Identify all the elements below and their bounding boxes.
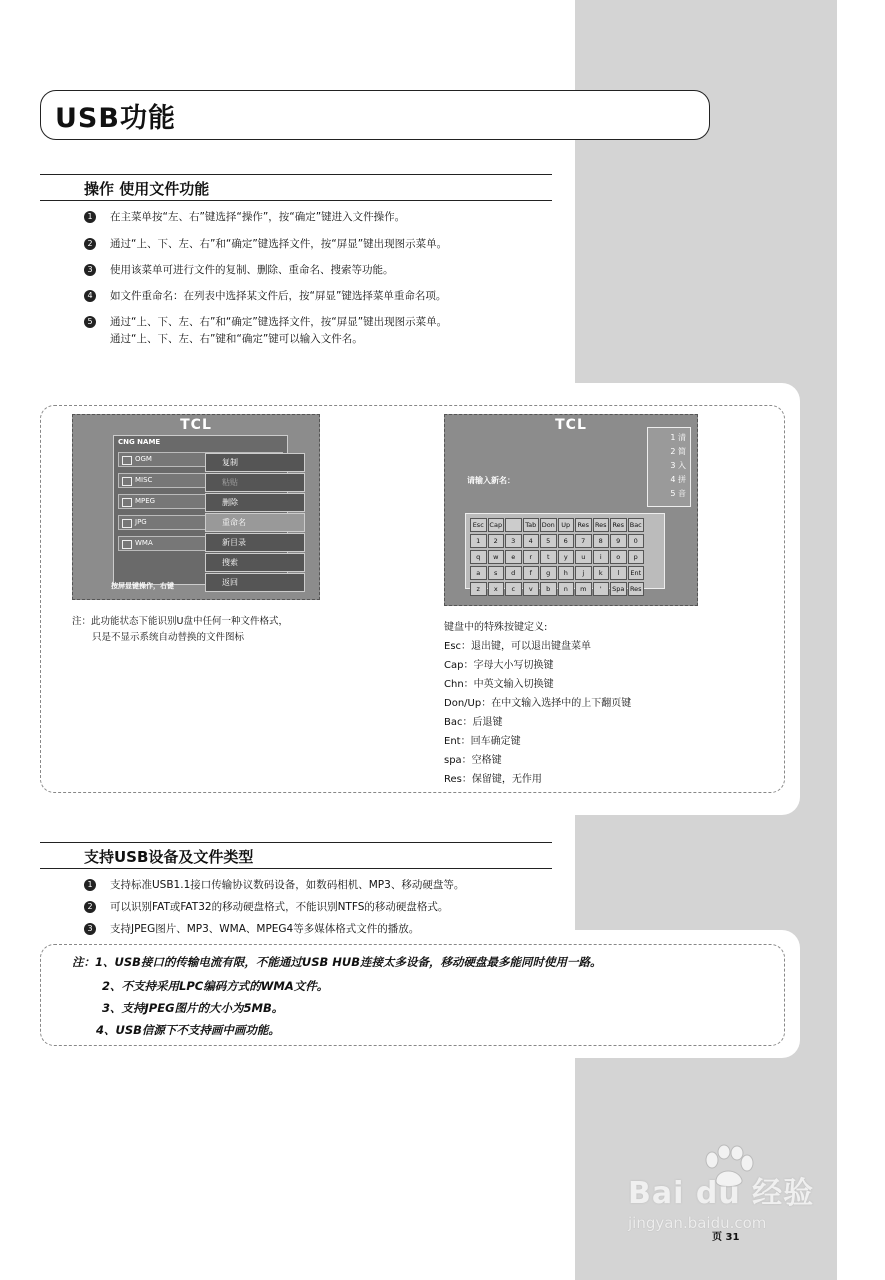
keyboard-key[interactable]: x <box>488 582 505 596</box>
rename-prompt: 请输入新名： <box>467 476 515 485</box>
step-number: 4 <box>84 290 96 302</box>
ime-candidate[interactable]: 5 音 <box>670 489 686 498</box>
keyboard-key[interactable]: r <box>523 550 540 564</box>
step-number: 5 <box>84 316 96 328</box>
keyboard-key[interactable]: f <box>523 566 540 580</box>
keydef-line: Chn：中英文输入切换键 <box>444 679 554 690</box>
keyboard-key[interactable]: q <box>470 550 487 564</box>
keydef-line: Res：保留键，无作用 <box>444 774 542 785</box>
usb-note-line: 4、USB信源下不支持画中画功能。 <box>96 1023 280 1037</box>
keyboard-key[interactable]: y <box>558 550 575 564</box>
step-item <box>84 922 419 936</box>
menu-item-return[interactable]: 返回 <box>205 573 305 592</box>
step-number: 1 <box>84 879 96 891</box>
page-title-box <box>40 90 710 140</box>
step-number: 3 <box>84 264 96 276</box>
step-text: 通过“上、下、左、右”和“确定”键选择文件，按“屏显”键出现图示菜单。 <box>110 316 448 328</box>
section-support-heading <box>40 842 552 869</box>
step-number: 2 <box>84 238 96 250</box>
keyboard-key[interactable]: 0 <box>628 534 645 548</box>
keyboard-row <box>470 518 660 532</box>
keyboard-key[interactable]: i <box>593 550 610 564</box>
onscreen-keyboard <box>465 513 665 593</box>
keyboard-key[interactable]: t <box>540 550 557 564</box>
menu-item-new-folder[interactable]: 新目录 <box>205 533 305 552</box>
step-item <box>84 878 464 892</box>
keyboard-key[interactable]: o <box>610 550 627 564</box>
step-item <box>84 263 394 277</box>
page-title: USB功能 <box>55 102 176 134</box>
keyboard-key[interactable]: h <box>558 566 575 580</box>
file-row[interactable]: WMA <box>118 536 283 551</box>
keyboard-key[interactable]: u <box>575 550 592 564</box>
menu-item-delete[interactable]: 删除 <box>205 493 305 512</box>
keyboard-key[interactable]: z <box>470 582 487 596</box>
keyboard-key[interactable]: 4 <box>523 534 540 548</box>
keyboard-key[interactable]: Res <box>628 582 645 596</box>
keydef-line: Cap：字母大小写切换键 <box>444 660 554 671</box>
format-note-line: 注：此功能状态下能识别U盘中任何一种文件格式， <box>72 616 288 627</box>
step-item <box>84 315 447 329</box>
ime-candidate[interactable]: 4 拼 <box>670 475 686 484</box>
menu-item-paste[interactable]: 粘贴 <box>205 473 305 492</box>
step-text: 支持JPEG图片、MP3、WMA、MPEG4等多媒体格式文件的播放。 <box>110 923 420 935</box>
file-row[interactable]: MPEG <box>118 494 283 509</box>
keyboard-key[interactable]: c <box>505 582 522 596</box>
usb-note-line: 3、支持JPEG图片的大小为5MB。 <box>102 1001 284 1015</box>
step-item <box>84 210 405 224</box>
keyboard-key[interactable]: 3 <box>505 534 522 548</box>
keydef-line: Bac：后退键 <box>444 717 503 728</box>
keydef-line: Ent：回车确定键 <box>444 736 521 747</box>
watermark-brand: Bai du 经验 <box>628 1176 815 1211</box>
page-number: 页 31 <box>712 1232 740 1243</box>
step-number: 2 <box>84 901 96 913</box>
keyboard-key[interactable]: k <box>593 566 610 580</box>
keyboard-key[interactable]: 9 <box>610 534 627 548</box>
keyboard-key[interactable]: 2 <box>488 534 505 548</box>
keyboard-row <box>470 582 660 596</box>
step-text: 在主菜单按“左、右”键选择“操作”，按“确定”键进入文件操作。 <box>110 211 406 223</box>
step-text: 可以识别FAT或FAT32的移动硬盘格式，不能识别NTFS的移动硬盘格式。 <box>110 901 449 913</box>
tcl-logo: TCL <box>555 417 587 433</box>
menu-item-copy[interactable]: 复制 <box>205 453 305 472</box>
watermark-url: jingyan.baidu.com <box>628 1214 767 1232</box>
keyboard-key[interactable]: l <box>610 566 627 580</box>
keydef-line: Don/Up：在中文输入选择中的上下翻页键 <box>444 698 632 709</box>
keyboard-key[interactable]: d <box>505 566 522 580</box>
keyboard-key[interactable]: j <box>575 566 592 580</box>
keyboard-key[interactable]: ' <box>593 582 610 596</box>
keyboard-key[interactable]: Ent <box>628 566 645 580</box>
keyboard-key[interactable]: 6 <box>558 534 575 548</box>
keyboard-key[interactable]: Spa <box>610 582 627 596</box>
keyboard-key[interactable]: p <box>628 550 645 564</box>
keyboard-key[interactable]: Res <box>610 518 627 532</box>
ime-candidate[interactable]: 3 入 <box>670 461 686 470</box>
section-operation-title: 操作 使用文件功能 <box>84 180 210 198</box>
keyboard-key[interactable] <box>505 518 522 532</box>
keyboard-key[interactable]: Bac <box>628 518 645 532</box>
keyboard-key[interactable]: Esc <box>470 518 487 532</box>
step-text: 支持标准USB1.1接口传输协议数码设备，如数码相机、MP3、移动硬盘等。 <box>110 879 465 891</box>
section-support-title: 支持USB设备及文件类型 <box>84 848 254 866</box>
keyboard-key[interactable]: Tab <box>523 518 540 532</box>
keyboard-key[interactable]: e <box>505 550 522 564</box>
step-item <box>84 289 446 303</box>
context-menu <box>205 453 305 593</box>
keyboard-key[interactable]: b <box>540 582 557 596</box>
section-operation-heading <box>40 174 552 201</box>
keyboard-key[interactable]: n <box>558 582 575 596</box>
keyboard-key[interactable]: 1 <box>470 534 487 548</box>
keyboard-key[interactable]: 8 <box>593 534 610 548</box>
screen-hint: 按屏显键操作，右键 <box>111 582 174 590</box>
keyboard-row <box>470 534 660 548</box>
step-text: 使用该菜单可进行文件的复制、删除、重命名、搜索等功能。 <box>110 264 394 276</box>
keyboard-key[interactable]: a <box>470 566 487 580</box>
step-text: 如文件重命名：在列表中选择某文件后，按“屏显”键选择菜单重命名项。 <box>110 290 447 302</box>
keyboard-key[interactable]: Up <box>558 518 575 532</box>
keyboard-key[interactable]: 7 <box>575 534 592 548</box>
step-number: 3 <box>84 923 96 935</box>
ime-candidate[interactable]: 2 简 <box>670 447 686 456</box>
keyboard-key[interactable]: Res <box>575 518 592 532</box>
file-list-header: CNG NAME <box>118 438 161 446</box>
usb-note-line: 注：1、USB接口的传输电流有限，不能通过USB HUB连接太多设备，移动硬盘最多能同时使用一路。 <box>72 955 602 969</box>
keydef-title: 键盘中的特殊按键定义: <box>444 622 548 633</box>
keyboard-key[interactable]: s <box>488 566 505 580</box>
step-number: 1 <box>84 211 96 223</box>
file-row[interactable]: OGM <box>118 452 283 467</box>
step-text: 通过“上、下、左、右”键和“确定”键可以输入文件名。 <box>110 333 363 345</box>
file-menu-screen <box>72 414 320 600</box>
keyboard-key[interactable]: 5 <box>540 534 557 548</box>
keyboard-row <box>470 566 660 580</box>
ime-candidate[interactable]: 1 清 <box>670 433 686 442</box>
step-item <box>84 900 448 914</box>
keydef-line: Esc：退出键，可以退出键盘菜单 <box>444 641 592 652</box>
step-item <box>84 237 447 251</box>
tcl-logo: TCL <box>180 417 212 433</box>
menu-item-rename[interactable]: 重命名 <box>205 513 305 532</box>
keyboard-key[interactable]: Don <box>540 518 557 532</box>
keydef-line: spa：空格键 <box>444 755 502 766</box>
menu-item-search[interactable]: 搜索 <box>205 553 305 572</box>
file-row[interactable]: JPG <box>118 515 283 530</box>
keyboard-screen <box>444 414 698 606</box>
ime-candidate-box <box>647 427 691 507</box>
keyboard-key[interactable]: v <box>523 582 540 596</box>
usb-note-line: 2、不支持采用LPC编码方式的WMA文件。 <box>102 979 329 993</box>
keyboard-key[interactable]: Cap <box>488 518 505 532</box>
keyboard-key[interactable]: g <box>540 566 557 580</box>
file-row[interactable]: MISC <box>118 473 283 488</box>
format-note-line: 只是不显示系统自动替换的文件图标 <box>92 632 245 643</box>
keyboard-key[interactable]: w <box>488 550 505 564</box>
step-continuation <box>110 332 363 346</box>
keyboard-row <box>470 550 660 564</box>
step-text: 通过“上、下、左、右”和“确定”键选择文件，按“屏显”键出现图示菜单。 <box>110 238 448 250</box>
keyboard-key[interactable]: Res <box>593 518 610 532</box>
keyboard-key[interactable]: m <box>575 582 592 596</box>
